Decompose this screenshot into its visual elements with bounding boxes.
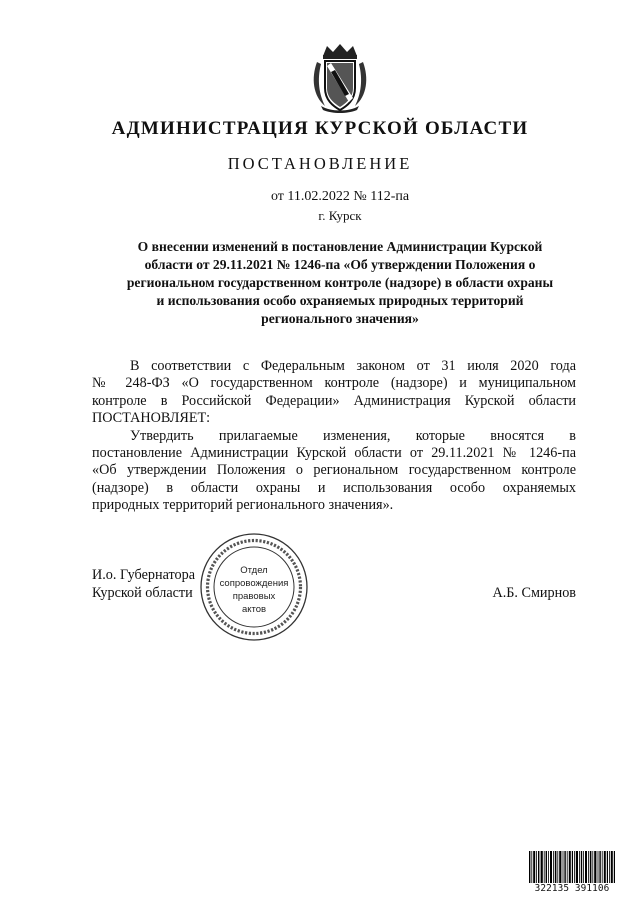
stamp-line: актов: [241, 604, 267, 615]
stamp-line: правовых: [232, 591, 276, 602]
barcode: [528, 851, 616, 883]
signatory-position: [92, 566, 195, 602]
body-line: № 248-ФЗ «О государственном контроле (надзоре) и муниципальном: [92, 375, 576, 392]
signatory-name: А.Б. Смирнов: [492, 585, 576, 601]
document-city: г. Курск: [318, 208, 362, 223]
signatory-position-line: И.о. Губернатора: [92, 567, 195, 583]
department-stamp: [198, 531, 310, 643]
document-date-number: от 11.02.2022 № 112-па: [270, 189, 410, 204]
stamp-line: Отдел: [240, 565, 268, 576]
body-line: (надзоре) в области охраны и использования особо охраняемых: [92, 479, 576, 496]
organization-name: АДМИНИСТРАЦИЯ КУРСКОЙ ОБЛАСТИ: [111, 118, 529, 139]
coat-of-arms-emblem: [309, 42, 371, 114]
body-line: природных территорий регионального значения».: [92, 497, 394, 514]
body-line: ПОСТАНОВЛЯЕТ:: [92, 410, 211, 427]
body-line: «Об утверждении Положения о региональном государственном контроле: [92, 462, 576, 479]
body-line: В соответствии с Федеральным законом от 31 июля 2020 года: [130, 358, 576, 374]
signatory-position-line: Курской области: [92, 585, 193, 601]
document-type: ПОСТАНОВЛЕНИЕ: [227, 154, 413, 173]
title-line: области от 29.11.2021 № 1246-па «Об утверждении Положения о: [144, 257, 536, 272]
title-line: региональном государственном контроле (надзоре) в области охраны: [126, 275, 554, 290]
title-line: и использования особо охраняемых природных территорий: [156, 293, 524, 308]
title-line: регионального значения»: [261, 311, 419, 326]
body-line: контроле в Российской Федерации» Администрация Курской области: [92, 392, 576, 409]
title-line: О внесении изменений в постановление Администрации Курской: [137, 239, 543, 254]
document-body: [92, 358, 576, 515]
body-line: постановление Администрации Курской области от 29.11.2021 № 1246-па: [92, 445, 576, 462]
stamp-line: сопровождения: [219, 578, 289, 589]
barcode-number: 322135 391106: [534, 883, 610, 894]
body-line: Утвердить прилагаемые изменения, которые вносятся в: [130, 427, 576, 444]
document-title: [92, 238, 588, 328]
